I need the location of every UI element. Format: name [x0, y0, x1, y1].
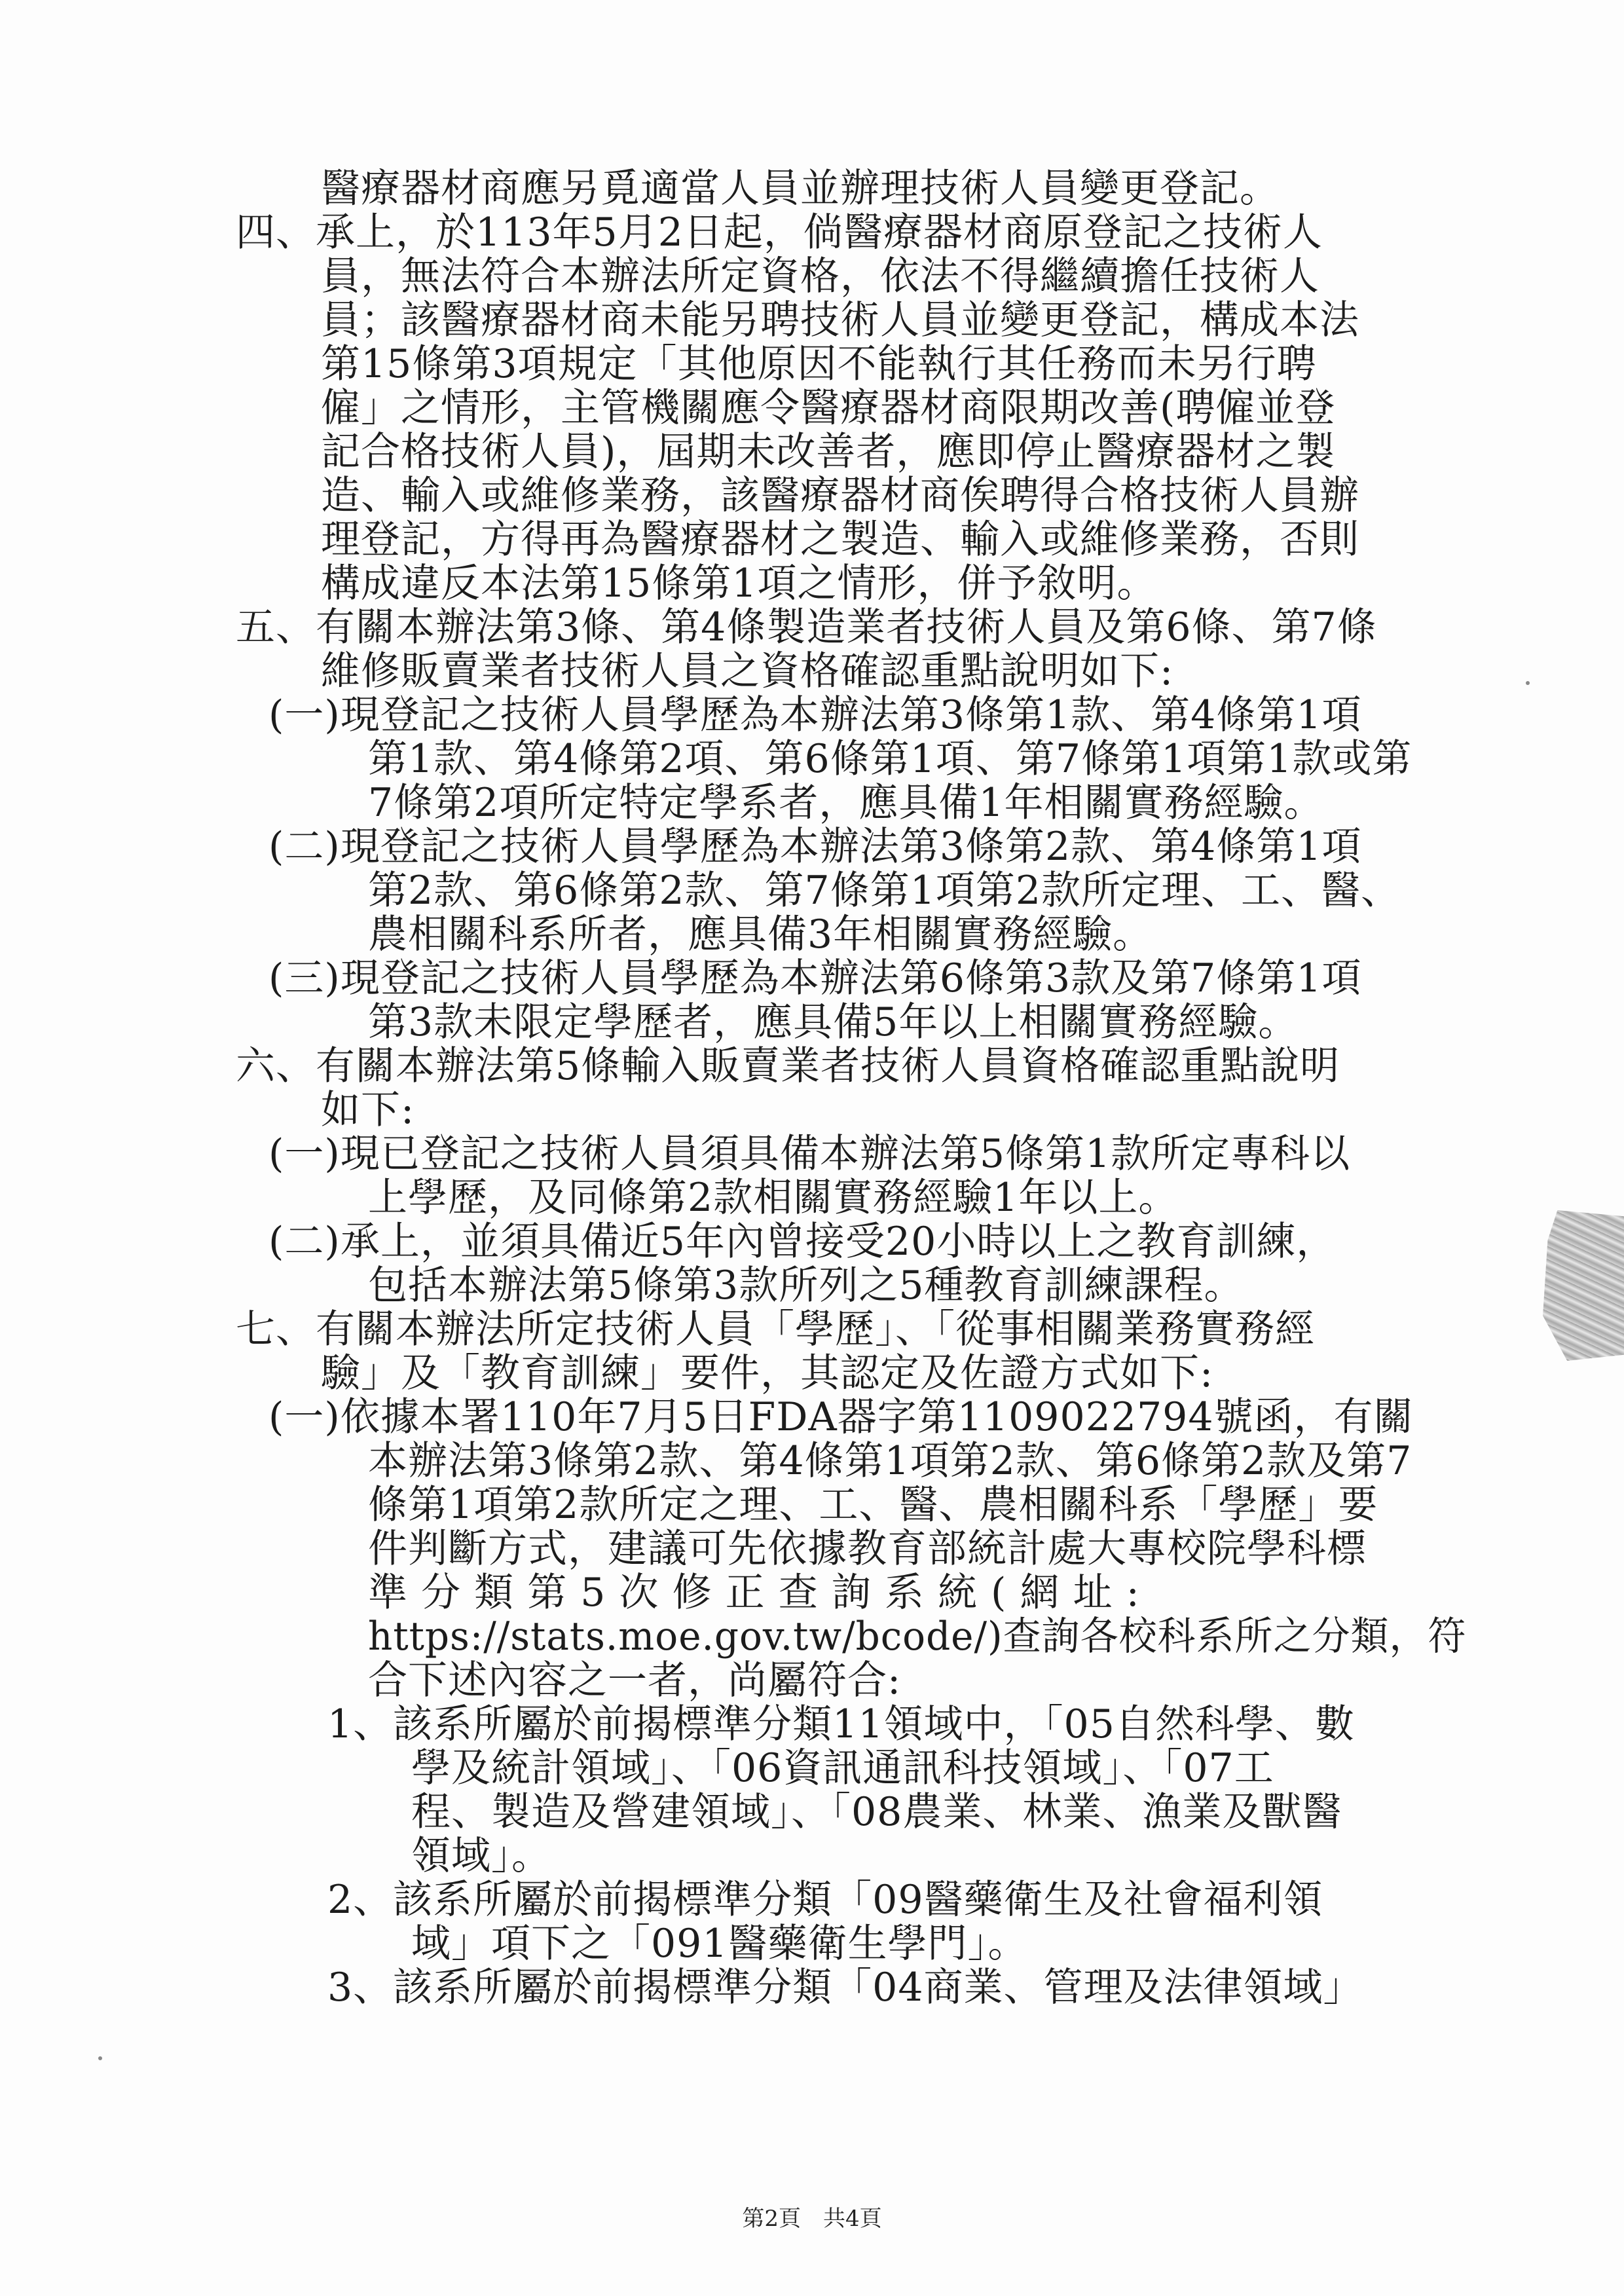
text-line: 第2款、第6條第2款、第7條第1項第2款所定理、工、醫、 — [368, 868, 1401, 914]
text-line: 本辦法第3條第2款、第4條第1項第2款、第6條第2款及第7 — [368, 1438, 1412, 1484]
text-line: 醫療器材商應另覓適當人員並辦理技術人員變更登記。 — [321, 166, 1280, 212]
text-line: 如下: — [321, 1087, 415, 1133]
text-line: 條第1項第2款所定之理、工、醫、農相關科系「學歷」要 — [368, 1482, 1378, 1528]
text-line: 2、該系所屬於前揭標準分類「09醫藥衛生及社會福利領 — [327, 1877, 1323, 1923]
text-line: 員，無法符合本辦法所定資格，依法不得繼續擔任技術人 — [321, 253, 1320, 299]
text-line: (一)依據本署110年7月5日FDA器字第1109022794號函，有關 — [268, 1394, 1414, 1440]
text-line: 7條第2項所定特定學系者，應具備1年相關實務經驗。 — [368, 780, 1324, 826]
text-line: 3、該系所屬於前揭標準分類「04商業、管理及法律領域」 — [327, 1965, 1363, 2010]
text-line: 農相關科系所者，應具備3年相關實務經驗。 — [368, 912, 1153, 957]
text-line: 第3款未限定學歷者，應具備5年以上相關實務經驗。 — [368, 999, 1299, 1045]
text-line: (一)現登記之技術人員學歷為本辦法第3條第1款、第4條第1項 — [268, 692, 1362, 738]
text-line: 僱」之情形，主管機關應令醫療器材商限期改善(聘僱並登 — [321, 385, 1336, 431]
text-line: (三)現登記之技術人員學歷為本辦法第6條第3款及第7條第1項 — [268, 955, 1362, 1001]
text-line: 域」項下之「091醫藥衛生學門」。 — [411, 1921, 1028, 1967]
text-line: 件判斷方式，建議可先依據教育部統計處大專校院學科標 — [368, 1526, 1367, 1572]
text-line: 第1款、第4條第2項、第6條第1項、第7條第1項第1款或第 — [368, 736, 1412, 782]
text-line: 包括本辦法第5條第3款所列之5種教育訓練課程。 — [368, 1263, 1244, 1308]
scan-speck — [1526, 681, 1530, 685]
text-line: 上學歷，及同條第2款相關實務經驗1年以上。 — [368, 1175, 1179, 1221]
text-line: 四、承上，於113年5月2日起，倘醫療器材商原登記之技術人 — [236, 210, 1323, 255]
text-line: (二)承上，並須具備近5年內曾接受20小時以上之教育訓練， — [268, 1219, 1337, 1265]
text-line: 驗」及「教育訓練」要件，其認定及佐證方式如下: — [321, 1350, 1214, 1396]
text-line: 領域」。 — [411, 1833, 551, 1879]
page-number-footer: 第2頁 共4頁 — [742, 2206, 882, 2232]
text-line: (二)現登記之技術人員學歷為本辦法第3條第2款、第4條第1項 — [268, 824, 1362, 870]
text-line: (一)現已登記之技術人員須具備本辦法第5條第1款所定專科以 — [268, 1131, 1351, 1177]
text-line: 記合格技術人員)，屆期未改善者，應即停止醫療器材之製 — [321, 429, 1336, 475]
text-line: 造、輸入或維修業務，該醫療器材商俟聘得合格技術人員辦 — [321, 473, 1359, 519]
text-line: 理登記，方得再為醫療器材之製造、輸入或維修業務，否則 — [321, 517, 1359, 563]
text-line: 七、有關本辦法所定技術人員「學歷」、「從事相關業務實務經 — [236, 1306, 1315, 1352]
text-line: 維修販賣業者技術人員之資格確認重點說明如下: — [321, 648, 1174, 694]
text-line: 五、有關本辦法第3條、第4條製造業者技術人員及第6條、第7條 — [236, 604, 1377, 650]
text-line: 合下述內容之一者，尚屬符合: — [368, 1657, 902, 1703]
text-line: https://stats.moe.gov.tw/bcode/)查詢各校科系所之分類，符 — [368, 1614, 1467, 1659]
text-line: 學及統計領域」、「06資訊通訊科技領域」、「07工 — [411, 1745, 1274, 1791]
text-line: 員；該醫療器材商未能另聘技術人員並變更登記，構成本法 — [321, 297, 1359, 343]
scan-speck — [98, 2056, 102, 2060]
text-line: 準 分 類 第 5 次 修 正 查 詢 系 統 ( 網 址 : — [368, 1570, 1140, 1616]
text-line: 1、該系所屬於前揭標準分類11領域中，「05自然科學、數 — [327, 1701, 1355, 1747]
seal-stamp — [1543, 1210, 1624, 1361]
text-line: 第15條第3項規定「其他原因不能執行其任務而未另行聘 — [321, 341, 1317, 387]
text-line: 程、製造及營建領域」、「08農業、林業、漁業及獸醫 — [411, 1789, 1342, 1835]
text-line: 構成違反本法第15條第1項之情形，併予敘明。 — [321, 561, 1157, 606]
text-line: 六、有關本辦法第5條輸入販賣業者技術人員資格確認重點說明 — [236, 1043, 1340, 1089]
